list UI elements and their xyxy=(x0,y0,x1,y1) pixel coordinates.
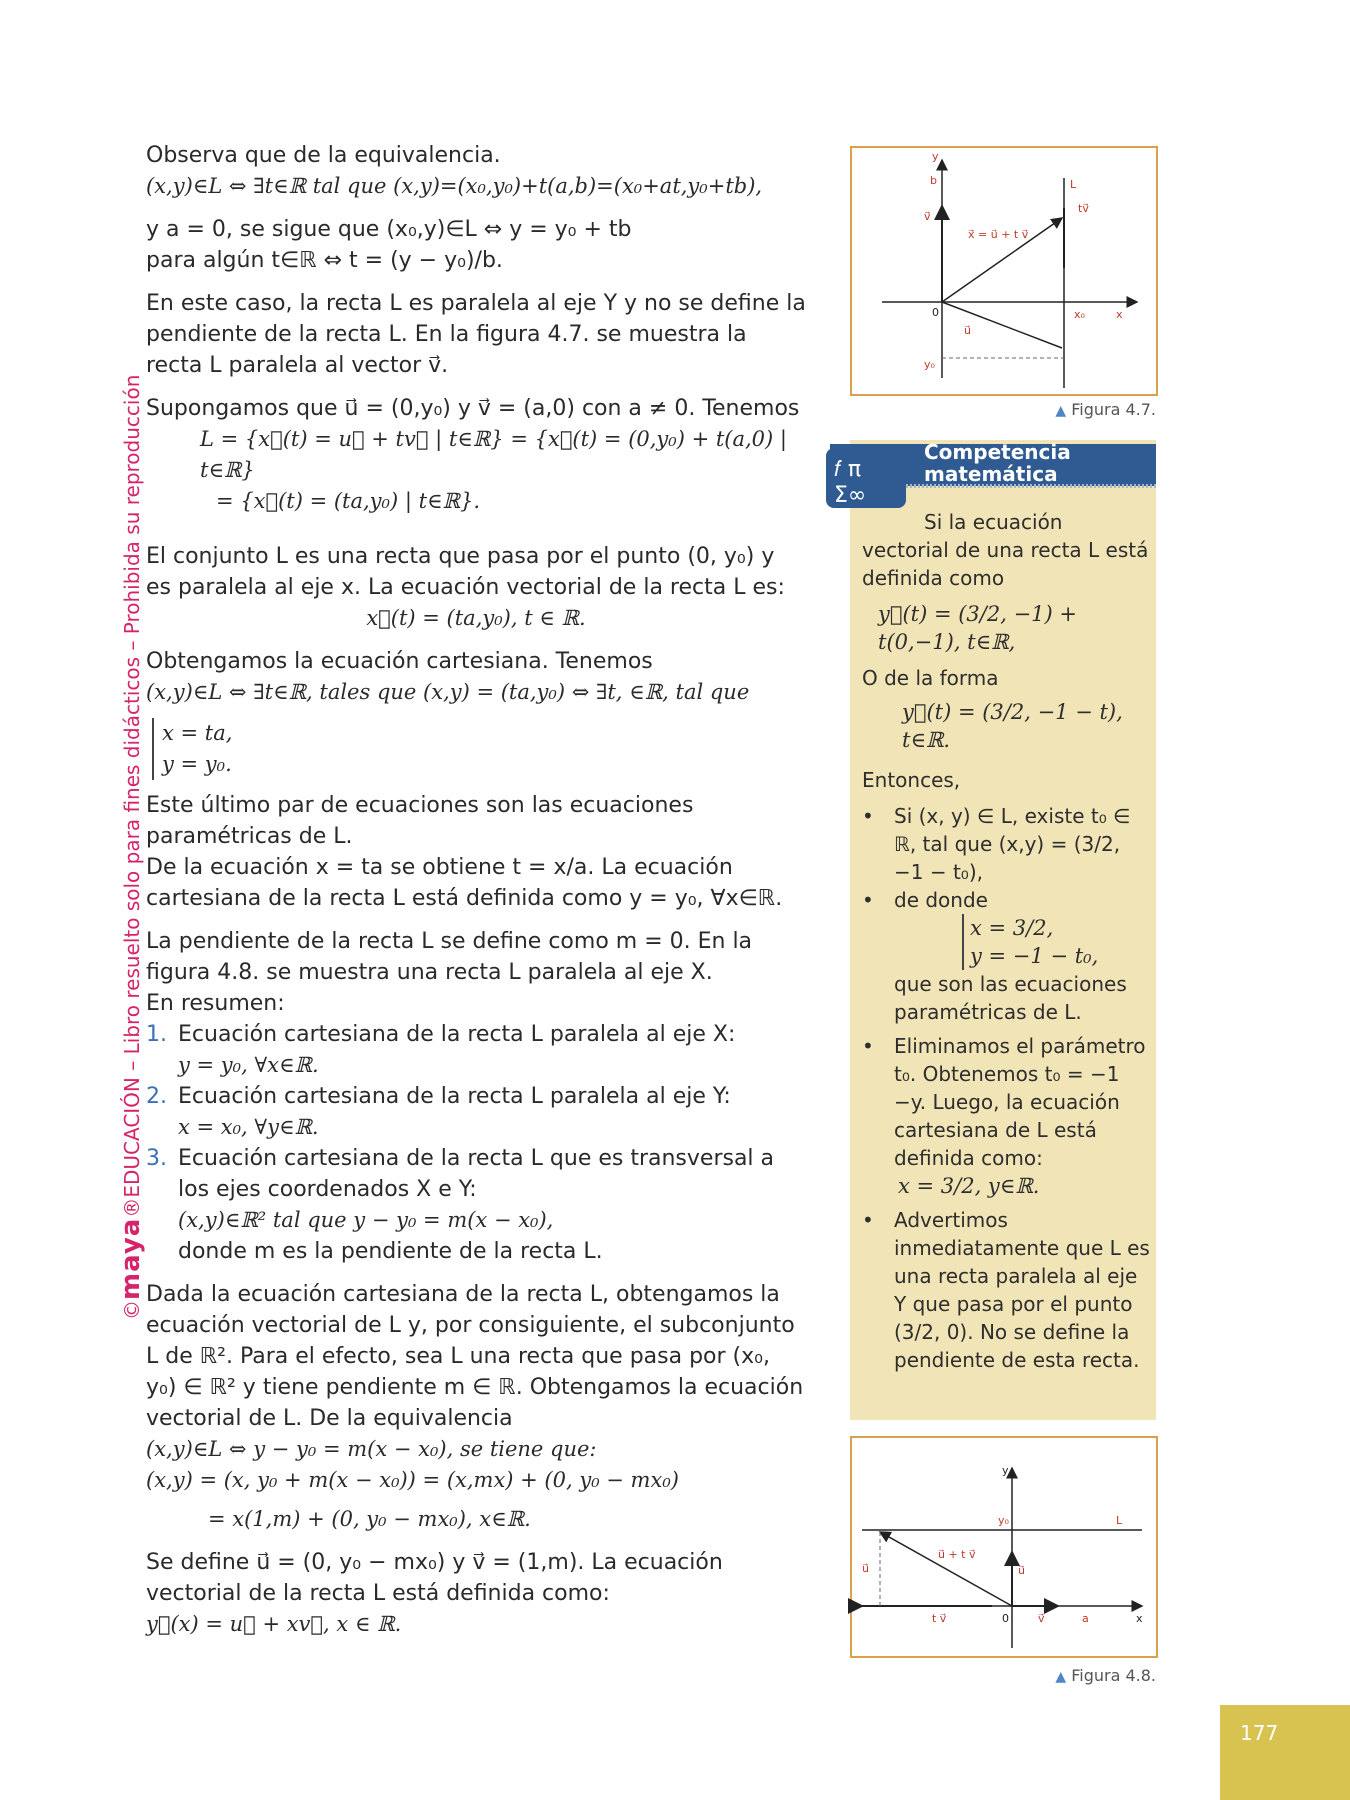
paragraph: En resumen: xyxy=(146,991,285,1016)
paragraph: En este caso, la recta L es paralela al eje Y y no se define la pendiente de la recta L. En la figura 4.7. se muestra la recta L paralela al vector v⃗. xyxy=(146,291,806,378)
paragraph: La pendiente de la recta L se define como m = 0. En la figura 4.8. se muestra una recta L paralela al eje X. xyxy=(146,929,753,985)
label-a: a xyxy=(1082,1612,1089,1625)
label-b: b xyxy=(930,174,937,187)
equation-system xyxy=(152,718,806,780)
list-item: 1. Ecuación cartesiana de la recta L paralela al eje X: xyxy=(146,1022,736,1047)
equation: L = {x⃗(t) = u⃗ + tv⃗ | t∈ℝ} = {x⃗(t) = (0,y₀) + t(a,0) | t∈ℝ} xyxy=(200,427,787,482)
label-v: v⃗ xyxy=(1038,1612,1045,1625)
equation: y⃗(t) = (3/2, −1) + t(0,−1), t∈ℝ, xyxy=(878,602,1077,654)
equation: (x,y)∈ℝ² tal que y − y₀ = m(x − x₀), xyxy=(178,1208,554,1232)
equation: = {x⃗(t) = (ta,y₀) | t∈ℝ}. xyxy=(216,489,481,513)
paragraph: Supongamos que u⃗ = (0,y₀) y v⃗ = (a,0) con a ≠ 0. Tenemos xyxy=(146,396,800,421)
label-u-tv: u⃗ + t v⃗ xyxy=(938,1548,976,1561)
equation: y⃗(x) = u⃗ + xv⃗, x ∈ ℝ. xyxy=(146,1612,402,1636)
equation: (x,y)∈L ⇔ ∃t∈ℝ tal que (x,y)=(x₀,y₀)+t(a,b)=(x₀+at,y₀+tb), xyxy=(146,174,763,198)
label-x0: x₀ xyxy=(1074,308,1085,321)
bullet-item: • de donde xyxy=(862,886,1154,914)
label-u-left: u⃗ xyxy=(862,1562,869,1575)
vector-u xyxy=(942,302,1062,348)
paragraph: De la ecuación x = ta se obtiene t = x/a. La ecuación cartesiana de la recta L está definida como y = y₀, ∀x∈ℝ. xyxy=(146,855,783,911)
paragraph: para algún t∈ℝ ⇔ t = (y − y₀)/b. xyxy=(146,248,503,273)
list-item: 3. Ecuación cartesiana de la recta L que es transversal a los ejes coordenados X e Y: xyxy=(146,1146,775,1202)
equation: y = −1 − t₀, xyxy=(970,944,1099,968)
equation: y⃗(t) = (3/2, −1 − t), t∈ℝ. xyxy=(902,700,1123,752)
figure-4-8-caption: ▲ Figura 4.8. xyxy=(1055,1666,1156,1685)
paragraph: donde m es la pendiente de la recta L. xyxy=(178,1239,603,1264)
paragraph: Si la ecuación vectorial de una recta L está definida como xyxy=(862,510,1149,590)
equation: (x,y) = (x, y₀ + m(x − x₀)) = (x,mx) + (0, y₀ − mx₀) xyxy=(146,1468,679,1492)
summary-list xyxy=(146,1019,806,1267)
competencia-title: Competencia matemática xyxy=(924,440,1071,486)
equation: y = y₀. xyxy=(162,752,232,776)
label-u: u⃗ xyxy=(964,324,971,337)
label-x-eq: x⃗ = u⃗ + t v⃗ xyxy=(968,228,1029,241)
figure-4-7-diagram xyxy=(852,148,1156,394)
paragraph: Dada la ecuación cartesiana de la recta L, obtengamos la ecuación vectorial de L y, por consiguiente, el subconjunto L de ℝ². Para el efecto, sea L una recta que pasa por (x₀, y₀) ∈ ℝ² y tiene pendiente m ∈ ℝ. Obtengamos la ecuación vectorial de L. De la equivalencia xyxy=(146,1282,804,1431)
equation: = x(1,m) + (0, y₀ − mx₀), x∈ℝ. xyxy=(208,1507,531,1531)
equation: x = x₀, ∀y∈ℝ. xyxy=(178,1115,319,1139)
main-content xyxy=(146,140,806,1640)
equation: x = 3/2, y∈ℝ. xyxy=(898,1174,1040,1198)
label-L: L xyxy=(1070,178,1077,191)
equation: x = 3/2, xyxy=(970,916,1054,940)
list-item: 2. Ecuación cartesiana de la recta L paralela al eje Y: xyxy=(146,1084,731,1109)
paragraph: El conjunto L es una recta que pasa por el punto (0, y₀) y es paralela al eje x. La ecuación vectorial de la recta L es: xyxy=(146,544,785,600)
label-tv: t v⃗ xyxy=(932,1612,947,1625)
equation: y = y₀, ∀x∈ℝ. xyxy=(178,1053,319,1077)
page-number-tab xyxy=(1220,1705,1350,1800)
bullet-item: • Advertimos inmediatamente que L es una recta paralela al eje Y que pasa por el punto (3/2, 0). No se define la pendiente de esta recta. xyxy=(862,1206,1154,1374)
paragraph: y a = 0, se sigue que (x₀,y)∈L ⇔ y = y₀ + tb xyxy=(146,217,632,242)
figure-4-8-diagram xyxy=(852,1438,1156,1656)
label-tv: tv⃗ xyxy=(1078,202,1089,215)
math-icon: 𝑓 π xyxy=(834,457,862,482)
label-y: y xyxy=(932,150,939,163)
side-copyright-text: ©maya®EDUCACIÓN – Libro resuelto solo para fines didácticos – Prohibida su reproducción xyxy=(116,374,146,1320)
equation-system xyxy=(962,914,1154,970)
paragraph: Este último par de ecuaciones son las ecuaciones paramétricas de L. xyxy=(146,793,694,849)
label-u: u⃗ xyxy=(1018,1564,1025,1577)
label-x: x xyxy=(1136,1612,1143,1625)
label-x: x xyxy=(1116,308,1123,321)
equation: x = ta, xyxy=(162,721,233,745)
paragraph: Observa que de la equivalencia. xyxy=(146,143,501,168)
competencia-body xyxy=(862,508,1154,1374)
paragraph: Entonces, xyxy=(862,768,961,792)
label-origin: 0 xyxy=(932,306,939,319)
paragraph: Obtengamos la ecuación cartesiana. Tenemos xyxy=(146,649,653,674)
figure-4-7 xyxy=(850,146,1158,396)
label-y0: y₀ xyxy=(998,1514,1009,1527)
equation: x⃗(t) = (ta,y₀), t ∈ ℝ. xyxy=(366,606,586,630)
equation: (x,y)∈L ⇔ ∃t∈ℝ, tales que (x,y) = (ta,y₀) ⇔ ∃t, ∈ℝ, tal que xyxy=(146,680,750,704)
figure-4-8 xyxy=(850,1436,1158,1658)
label-y: y xyxy=(1002,1464,1009,1477)
label-L: L xyxy=(1116,1514,1123,1527)
sum-icon: Σ∞ xyxy=(834,483,867,508)
equation: (x,y)∈L ⇔ y − y₀ = m(x − x₀), se tiene que: xyxy=(146,1437,597,1461)
label-origin: 0 xyxy=(1002,1612,1009,1625)
bullet-item: • Si (x, y) ∈ L, existe t₀ ∈ ℝ, tal que (x,y) = (3/2, −1 − t₀), xyxy=(862,802,1154,886)
paragraph: O de la forma xyxy=(862,666,999,690)
paragraph: Se define u⃗ = (0, y₀ − mx₀) y v⃗ = (1,m). La ecuación vectorial de la recta L está definida como: xyxy=(146,1550,723,1606)
page-number: 177 xyxy=(1240,1721,1279,1745)
label-v: v⃗ xyxy=(924,210,931,223)
label-y0: y₀ xyxy=(924,358,935,371)
bullet-item: • Eliminamos el parámetro t₀. Obtenemos t₀ = −1 −y. Luego, la ecuación cartesiana de L está definida como: xyxy=(862,1032,1154,1172)
paragraph: que son las ecuaciones paramétricas de L. xyxy=(894,972,1127,1024)
vector-u-tv xyxy=(880,1532,1012,1606)
figure-4-7-caption: ▲ Figura 4.7. xyxy=(1055,400,1156,419)
